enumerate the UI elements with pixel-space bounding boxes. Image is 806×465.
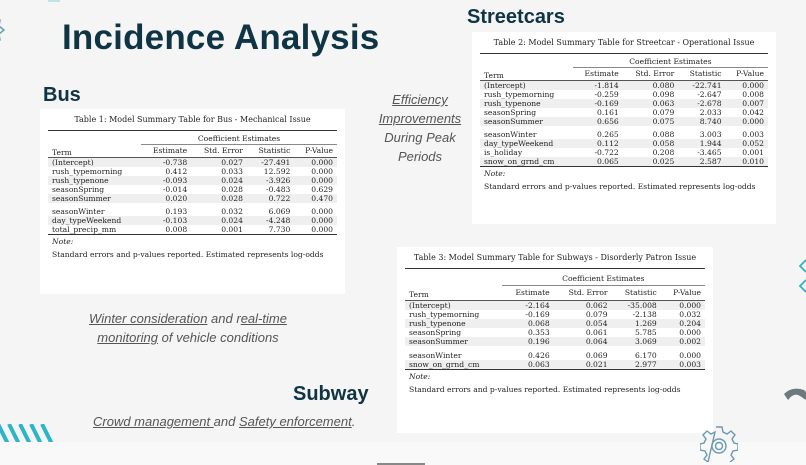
footer-bar	[0, 442, 806, 465]
col-header-statistic: Statistic	[689, 69, 722, 79]
note-label: Note:	[52, 236, 74, 246]
std-error-cell: 0.063	[623, 99, 679, 108]
estimate-cell: -0.014	[162, 184, 188, 194]
vehicle-conditions-text: of vehicle conditions	[158, 330, 279, 345]
term-cell: seasonSpring	[52, 184, 105, 194]
streetcar-regression-table	[480, 53, 768, 191]
estimate-cell: 0.020	[141, 194, 191, 203]
statistic-cell: 12.592	[263, 166, 291, 176]
p-value-cell: 0.007	[726, 99, 768, 108]
table-row	[480, 80, 768, 90]
table-row	[480, 90, 768, 99]
statistic-cell: 2.977	[612, 360, 661, 370]
term-cell: total_precip_mm	[52, 224, 117, 234]
std-error-cell: 0.025	[623, 157, 679, 167]
term-cell: seasonSpring	[484, 107, 537, 117]
statistic-cell: 1.944	[678, 139, 725, 148]
term-cell: (Intercept)	[48, 157, 141, 167]
estimate-cell: -0.738	[141, 157, 191, 167]
table-note: Standard errors and p-values reported. Estimated represents log-odds	[409, 384, 681, 394]
and-text: and	[213, 414, 239, 429]
std-error-cell: 0.033	[221, 166, 243, 176]
statistic-cell: 3.069	[612, 337, 661, 346]
statistic-cell: 0.722	[247, 194, 294, 203]
col-header-p-value: P-Value	[736, 69, 764, 79]
estimate-cell: 0.008	[165, 224, 188, 234]
statistic-cell: -4.248	[247, 216, 294, 225]
statistic-cell: -2.678	[678, 99, 725, 108]
note-label: Note:	[409, 371, 431, 381]
term-cell: (Intercept)	[480, 80, 573, 90]
estimate-cell: 0.068	[502, 319, 554, 328]
bus-regression-table	[48, 130, 337, 259]
term-cell: rush_typemorning	[52, 166, 123, 176]
statistic-cell: 5.785	[635, 327, 657, 337]
statistic-cell: -2.647	[697, 89, 722, 99]
group-header: Coefficient Estimates	[502, 269, 705, 286]
table-caption: Table 2: Model Summary Table for Streetcar - Operational Issue	[493, 38, 755, 47]
term-cell: is_holiday	[484, 147, 523, 157]
std-error-cell: 0.061	[585, 327, 608, 337]
std-error-cell: 0.021	[554, 360, 612, 370]
estimate-cell: 0.112	[573, 139, 623, 148]
p-value-cell: 0.000	[726, 117, 768, 126]
accent-bar-top	[48, 0, 60, 2]
std-error-cell: 0.028	[191, 194, 247, 203]
term-cell: seasonWinter	[484, 129, 537, 139]
and-text: and r	[207, 311, 241, 326]
crowd-management-link: Crowd management	[93, 414, 214, 429]
estimate-cell: 0.161	[597, 107, 619, 117]
col-header-statistic: Statistic	[624, 288, 657, 298]
col-header-std-error: Std. Error	[635, 69, 675, 79]
gear-icon	[700, 424, 738, 462]
std-error-cell: 0.028	[221, 184, 243, 194]
estimate-cell: -0.093	[141, 176, 191, 185]
p-value-cell: 0.000	[679, 350, 701, 360]
col-header-p-value: P-Value	[305, 146, 333, 156]
winter-annotation	[78, 309, 298, 347]
table-row	[480, 99, 768, 108]
improvements-link: Improvements	[378, 111, 462, 126]
chevron-decoration-icon	[797, 258, 806, 298]
table-note: Standard errors and p-values reported. Estimated represents log-odds	[484, 181, 756, 191]
estimate-cell: 0.353	[527, 327, 550, 337]
p-value-cell: 0.003	[742, 129, 764, 139]
std-error-cell: 0.075	[623, 117, 679, 126]
table-row	[405, 346, 705, 360]
table-caption: Table 1: Model Summary Table for Bus - Mechanical Issue	[74, 115, 311, 124]
term-cell: seasonSummer	[405, 337, 502, 346]
p-value-cell: 0.000	[294, 157, 337, 167]
section-heading-bus: Bus	[43, 84, 81, 106]
winter-consideration-link: Winter consideration	[89, 311, 208, 326]
section-heading-subway: Subway	[293, 383, 369, 405]
statistic-cell: -0.483	[266, 184, 291, 194]
std-error-cell: 0.208	[652, 147, 675, 157]
p-value-cell: 0.002	[661, 337, 705, 346]
group-header: Coefficient Estimates	[141, 131, 337, 145]
estimate-cell: -0.259	[594, 89, 619, 99]
section-heading-streetcars: Streetcars	[467, 6, 565, 28]
std-error-cell: 0.024	[191, 216, 247, 225]
estimate-cell: 0.063	[502, 360, 554, 370]
note-label: Note:	[484, 168, 506, 178]
efficiency-annotation	[378, 90, 462, 166]
statistic-cell: -3.465	[697, 147, 722, 157]
term-cell: seasonSummer	[480, 117, 573, 126]
col-header-term: Term	[52, 147, 72, 157]
statistic-cell: 2.587	[678, 157, 725, 167]
subway-table-card	[397, 247, 713, 433]
table-row	[48, 194, 337, 203]
table-row	[480, 108, 768, 117]
stripes-decoration	[0, 424, 55, 444]
table-row	[480, 148, 768, 157]
page-title: Incidence Analysis	[62, 18, 380, 57]
estimate-cell: 0.065	[573, 157, 623, 167]
std-error-cell: 0.098	[652, 89, 675, 99]
table-caption: Table 3: Model Summary Table for Subways - Disorderly Patron Issue	[413, 253, 697, 262]
table-row	[405, 319, 705, 328]
term-cell: (Intercept)	[405, 300, 502, 310]
p-value-cell: 0.000	[294, 176, 337, 185]
col-header-estimate: Estimate	[152, 146, 188, 156]
col-header-estimate: Estimate	[515, 288, 550, 298]
statistic-cell: -27.491	[247, 157, 294, 167]
col-header-std-error: Std. Error	[203, 146, 243, 156]
std-error-cell: 0.079	[652, 107, 675, 117]
estimate-cell: -0.169	[573, 99, 623, 108]
term-cell: rush_typemorning	[484, 89, 555, 99]
p-value-cell: 0.000	[311, 224, 333, 234]
p-value-cell: 0.008	[742, 89, 764, 99]
statistic-cell: -3.926	[247, 176, 294, 185]
estimate-cell: -2.164	[502, 300, 554, 310]
p-value-cell: 0.042	[742, 107, 764, 117]
table-row	[480, 117, 768, 126]
p-value-cell: 0.000	[311, 166, 333, 176]
statistic-cell: 7.730	[268, 224, 291, 234]
p-value-cell: 0.629	[311, 184, 333, 194]
crowd-annotation	[93, 412, 355, 431]
col-header-term: Term	[484, 70, 504, 80]
p-value-cell: 0.470	[294, 194, 337, 203]
term-cell: seasonWinter	[52, 206, 105, 216]
term-cell: rush_typenone	[48, 176, 141, 185]
estimate-cell: 0.412	[165, 166, 188, 176]
std-error-cell: 0.054	[554, 319, 612, 328]
std-error-cell: 0.062	[554, 300, 612, 310]
statistic-cell: 8.740	[678, 117, 725, 126]
estimate-cell: -0.722	[594, 147, 619, 157]
std-error-cell: 0.069	[585, 350, 608, 360]
group-header: Coefficient Estimates	[573, 54, 768, 68]
term-cell: rush_typenone	[480, 99, 573, 108]
std-error-cell: 0.027	[191, 157, 247, 167]
col-header-statistic: Statistic	[258, 146, 291, 156]
bus-table-card	[40, 109, 345, 294]
estimate-cell: 0.193	[165, 206, 188, 216]
p-value-cell: 0.204	[661, 319, 705, 328]
table-row	[48, 203, 337, 216]
statistic-cell: 3.003	[699, 129, 722, 139]
table-row	[405, 360, 705, 370]
p-value-cell: 0.032	[679, 309, 701, 319]
estimate-cell: -0.103	[141, 216, 191, 225]
table-row	[48, 216, 337, 225]
p-value-cell: 0.000	[661, 300, 705, 310]
term-cell: day_typeWeekend	[480, 139, 573, 148]
periods-text: Periods	[397, 149, 443, 164]
std-error-cell: 0.032	[221, 206, 243, 216]
p-value-cell: 0.000	[679, 327, 701, 337]
term-cell: seasonSummer	[48, 194, 141, 203]
std-error-cell: 0.079	[585, 309, 608, 319]
p-value-cell: 0.052	[726, 139, 768, 148]
term-cell: snow_on_grnd_cm	[405, 360, 502, 370]
col-header-p-value: P-Value	[673, 288, 701, 298]
wrench-icon	[782, 386, 806, 410]
table-row	[480, 139, 768, 148]
estimate-cell: -0.169	[525, 309, 550, 319]
monitoring-link: monitoring	[97, 330, 158, 345]
period-text: .	[351, 414, 356, 429]
statistic-cell: 6.170	[635, 350, 657, 360]
p-value-cell: 0.003	[661, 360, 705, 370]
table-row	[405, 310, 705, 319]
std-error-cell: 0.058	[623, 139, 679, 148]
table-note: Standard errors and p-values reported. Estimated represents log-odds	[52, 249, 324, 259]
table-row	[480, 126, 768, 139]
table-row	[405, 328, 705, 337]
during-peak-text: During Peak	[384, 130, 456, 145]
estimate-cell: -1.814	[573, 80, 623, 90]
subway-regression-table	[405, 268, 705, 394]
gear-icon	[0, 14, 10, 48]
statistic-cell: -22.741	[678, 80, 725, 90]
std-error-cell: 0.024	[191, 176, 247, 185]
table-row	[48, 225, 337, 235]
safety-enforcement-link: Safety enforcement	[238, 414, 352, 429]
statistic-cell: 2.033	[699, 107, 722, 117]
estimate-cell: 0.426	[527, 350, 550, 360]
term-cell: snow_on_grnd_cm	[480, 157, 573, 167]
p-value-cell: 0.000	[311, 206, 333, 216]
table-row	[405, 300, 705, 310]
term-cell: seasonWinter	[409, 350, 462, 360]
table-row	[48, 157, 337, 167]
p-value-cell: 0.001	[742, 147, 764, 157]
col-header-estimate: Estimate	[584, 69, 619, 79]
statistic-cell: 6.069	[268, 206, 291, 216]
term-cell: seasonSpring	[409, 327, 462, 337]
col-header-term: Term	[409, 289, 429, 299]
std-error-cell: 0.001	[221, 224, 243, 234]
table-row	[48, 185, 337, 194]
term-cell: rush_typemorning	[409, 309, 480, 319]
table-row	[48, 176, 337, 185]
estimate-cell: 0.265	[597, 129, 619, 139]
table-row	[480, 157, 768, 167]
estimate-cell: 0.656	[573, 117, 623, 126]
std-error-cell: 0.064	[554, 337, 612, 346]
statistic-cell: 1.269	[612, 319, 661, 328]
std-error-cell: 0.080	[623, 80, 679, 90]
term-cell: rush_typenone	[405, 319, 502, 328]
statistic-cell: -2.138	[632, 309, 657, 319]
efficiency-link: Efficiency	[392, 92, 448, 107]
streetcar-table-card	[472, 32, 776, 224]
term-cell: day_typeWeekend	[48, 216, 141, 225]
realtime-link: eal-time	[240, 311, 287, 326]
col-header-std-error: Std. Error	[568, 288, 608, 298]
statistic-cell: -35.008	[612, 300, 661, 310]
p-value-cell: 0.010	[726, 157, 768, 167]
p-value-cell: 0.000	[294, 216, 337, 225]
p-value-cell: 0.000	[726, 80, 768, 90]
estimate-cell: 0.196	[502, 337, 554, 346]
table-row	[405, 337, 705, 346]
table-row	[48, 167, 337, 176]
std-error-cell: 0.088	[652, 129, 675, 139]
